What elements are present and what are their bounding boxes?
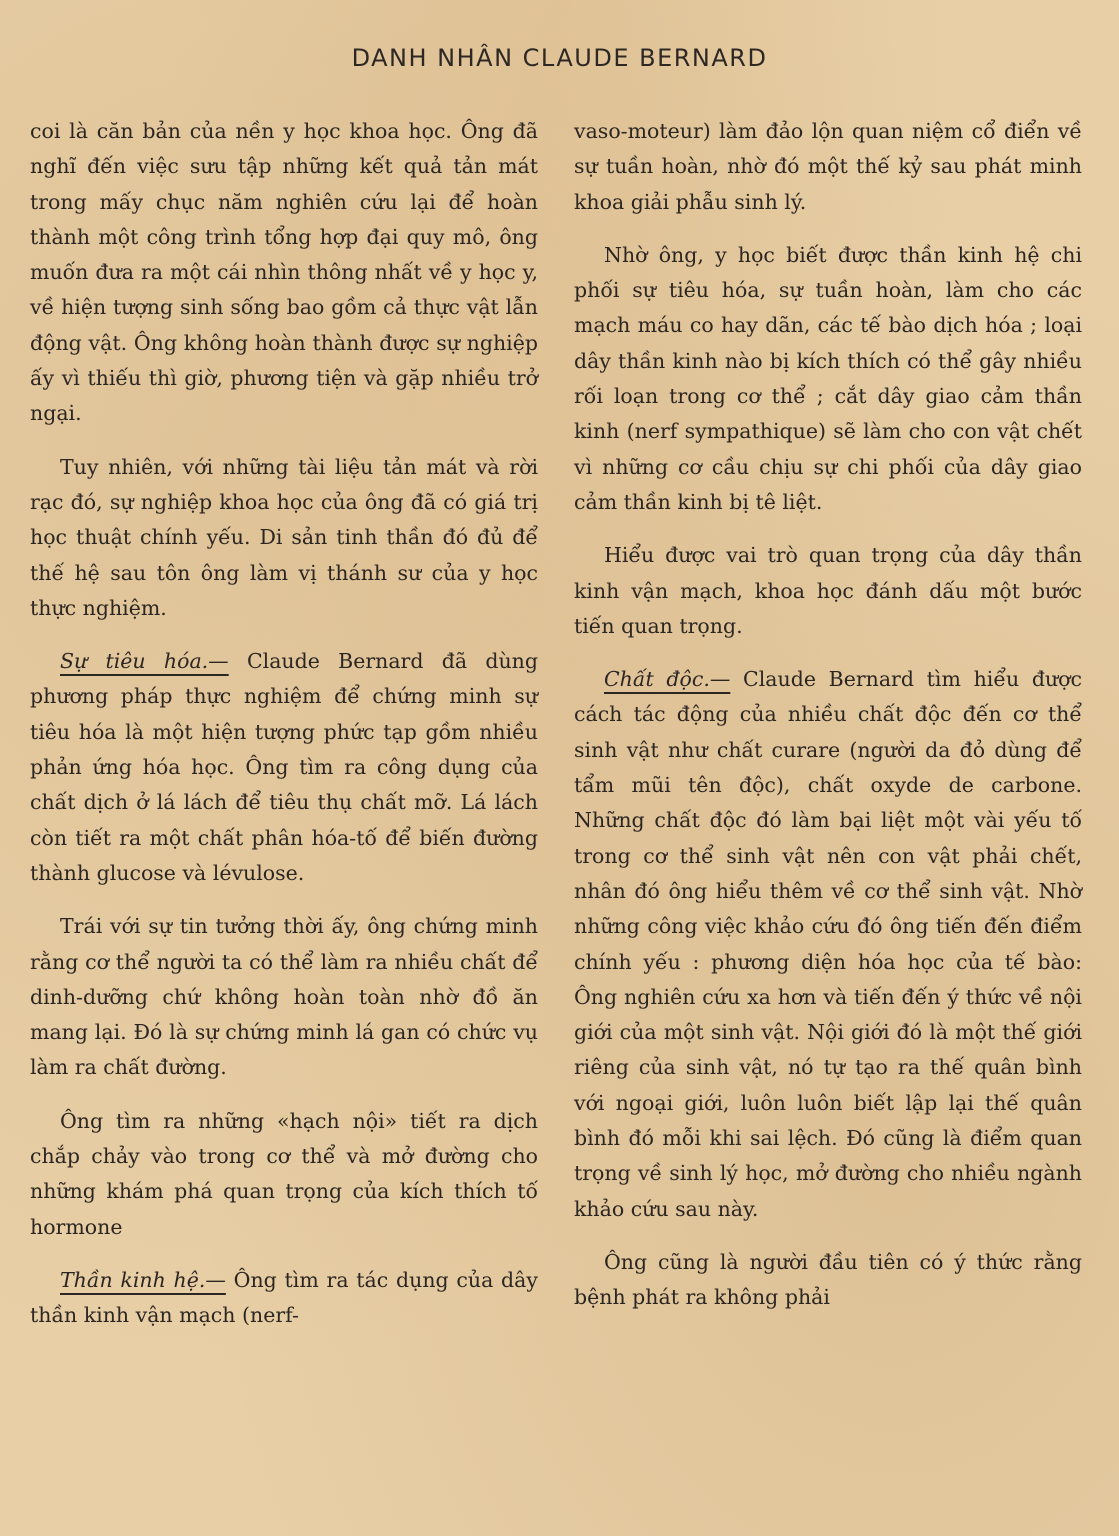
paragraph	[30, 1263, 538, 1334]
running-header: DANH NHÂN CLAUDE BERNARD	[351, 44, 768, 72]
paragraph	[30, 450, 538, 626]
paragraph-text: Tuy nhiên, với những tài liệu tản mát và rời rạc đó, sự nghiệp khoa học của ông đã có giá trị học thuật chính yếu. Di sản tinh thần đó đủ để thế hệ sau tôn ông làm vị thánh sư của y học thực nghiệm.	[30, 454, 538, 620]
paragraph-text: Nhờ ông, y học biết được thần kinh hệ chi phối sự tiêu hóa, sự tuần hoàn, làm cho các mạch máu co hay dãn, các tế bào dịch hóa ; loại dây thần kinh nào bị kích thích có thể gây nhiều rối loạn trong cơ thể ; cắt dây giao cảm thần kinh (nerf sympathique) sẽ làm cho con vật chết vì những cơ cầu chịu sự chi phối của dây giao cảm thần kinh bị tê liệt.	[574, 242, 1082, 514]
paragraph	[30, 909, 538, 1085]
section-rubric: Thần kinh hệ.—	[60, 1267, 226, 1292]
paragraph-text: Trái với sự tin tưởng thời ấy, ông chứng minh rằng cơ thể người ta có thể làm ra nhiều chất để dinh-dưỡng chứ không hoàn toàn nhờ đồ ăn mang lại. Đó là sự chứng minh lá gan có chức vụ làm ra chất đường.	[30, 914, 538, 1080]
paragraph	[574, 1245, 1082, 1316]
paragraph	[574, 538, 1082, 644]
paragraph-text: Claude Bernard đã dùng phương pháp thực nghiệm để chứng minh sự tiêu hóa là một hiện tượng phức tạp gồm nhiều phản ứng hóa học. Ông tìm ra công dụng của chất dịch ở lá lách để tiêu thụ chất mỡ. Lá lách còn tiết ra một chất phân hóa-tố để biến đường thành glucose và lévulose.	[30, 649, 538, 885]
paragraph	[574, 114, 1082, 220]
paragraph	[30, 644, 538, 891]
paragraph-text: Ông tìm ra tác dụng của dây thần kinh vận mạch (nerf-	[30, 1267, 538, 1328]
paragraph-text: coi là căn bản của nền y học khoa học. Ông đã nghĩ đến việc sưu tập những kết quả tản mát trong mấy chục năm nghiên cứu lại để hoàn thành một công trình tổng hợp đại quy mô, ông muốn đưa ra một cái nhìn thông nhất về y học y, về hiện tượng sinh sống bao gồm cả thực vật lẫn động vật. Ông không hoàn thành được sự nghiệp ấy vì thiếu thì giờ, phương tiện và gặp nhiều trở ngại.	[30, 119, 538, 426]
paragraph	[574, 662, 1082, 1227]
left-column	[30, 114, 538, 1352]
paragraph-text: Ông tìm ra những «hạch nội» tiết ra dịch chắp chảy vào trong cơ thể và mở đường cho những khám phá quan trọng của kích thích tố hormone	[30, 1108, 538, 1239]
paragraph-text: Claude Bernard tìm hiểu được cách tác động của nhiều chất độc đến cơ thể sinh vật như chất curare (người da đỏ dùng để tẩm mũi tên độc), chất oxyde de carbone. Những chất độc đó làm bại liệt một vài yếu tố trong cơ thể sinh vật nên con vật phải chết, nhân đó ông hiểu thêm về cơ thể sinh vật. Nhờ những công việc khảo cứu đó ông tiến đến điểm chính yếu : phương diện hóa học của tế bào: Ông nghiên cứu xa hơn và tiến đến ý thức về nội giới của một sinh vật. Nội giới đó là một thế giới riêng của sinh vật, nó tự tạo ra thế quân bình với ngoại giới, luôn luôn biết lập lại thế quân bình đó mỗi khi sai lệch. Đó cũng là điểm quan trọng về sinh lý học, mở đường cho nhiều ngành khảo cứu sau này.	[574, 667, 1082, 1221]
section-rubric: Chất độc.—	[604, 667, 731, 692]
paragraph-text: Hiểu được vai trò quan trọng của dây thần kinh vận mạch, khoa học đánh dấu một bước tiến quan trọng.	[574, 543, 1082, 638]
section-rubric: Sự tiêu hóa.—	[60, 649, 229, 674]
paragraph	[30, 1104, 538, 1245]
paragraph	[30, 114, 538, 432]
paragraph-text: Ông cũng là người đầu tiên có ý thức rằng bệnh phát ra không phải	[574, 1249, 1082, 1310]
paragraph	[574, 238, 1082, 520]
paragraph-text: vaso-moteur) làm đảo lộn quan niệm cổ điển về sự tuần hoàn, nhờ đó một thế kỷ sau phát minh khoa giải phẫu sinh lý.	[574, 119, 1082, 214]
right-column	[574, 114, 1082, 1334]
